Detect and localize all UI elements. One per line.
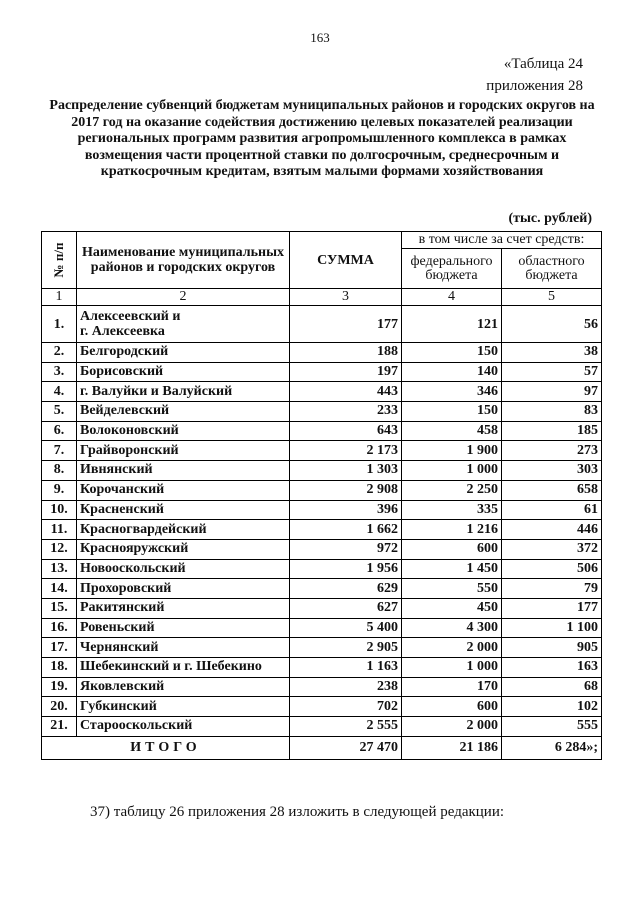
- row-name: Ровеньский: [77, 618, 290, 638]
- row-name: Старооскольский: [77, 717, 290, 737]
- table-row: [42, 559, 602, 579]
- column-number: 3: [290, 289, 402, 306]
- row-regional: 38: [502, 343, 602, 363]
- column-number: 2: [77, 289, 290, 306]
- row-number: 15.: [42, 598, 77, 618]
- subsidy-table: [41, 231, 602, 760]
- total-label: ИТОГО: [42, 736, 290, 759]
- row-regional: 905: [502, 638, 602, 658]
- row-number: 19.: [42, 677, 77, 697]
- header-sum: СУММА: [290, 232, 402, 289]
- header-number: [42, 232, 77, 289]
- row-sum: 1 163: [290, 658, 402, 678]
- row-regional: 79: [502, 579, 602, 599]
- row-federal: 2 000: [402, 717, 502, 737]
- row-sum: 1 662: [290, 520, 402, 540]
- row-name: Белгородский: [77, 343, 290, 363]
- row-regional: 185: [502, 421, 602, 441]
- row-name: Краснояружский: [77, 539, 290, 559]
- row-name: Яковлевский: [77, 677, 290, 697]
- total-federal: 21 186: [402, 736, 502, 759]
- row-regional: 102: [502, 697, 602, 717]
- row-number: 3.: [42, 362, 77, 382]
- row-number: 9.: [42, 480, 77, 500]
- row-sum: 627: [290, 598, 402, 618]
- row-regional: 68: [502, 677, 602, 697]
- table-row: [42, 441, 602, 461]
- row-sum: 643: [290, 421, 402, 441]
- row-federal: 458: [402, 421, 502, 441]
- row-sum: 629: [290, 579, 402, 599]
- row-name-line1: Алексеевский и: [80, 309, 181, 324]
- row-sum: 972: [290, 539, 402, 559]
- row-regional: 303: [502, 461, 602, 481]
- row-number: 11.: [42, 520, 77, 540]
- row-sum: 5 400: [290, 618, 402, 638]
- table-row: [42, 697, 602, 717]
- column-number: 1: [42, 289, 77, 306]
- row-name: г. Валуйки и Валуйский: [77, 382, 290, 402]
- page-number: 163: [310, 30, 330, 45]
- header-including: в том числе за счет средств:: [402, 232, 602, 249]
- row-number: 12.: [42, 539, 77, 559]
- row-sum: 2 908: [290, 480, 402, 500]
- row-number: 4.: [42, 382, 77, 402]
- row-number: 8.: [42, 461, 77, 481]
- row-number: 7.: [42, 441, 77, 461]
- row-number: 21.: [42, 717, 77, 737]
- row-number: 14.: [42, 579, 77, 599]
- row-number: 17.: [42, 638, 77, 658]
- row-federal: 2 000: [402, 638, 502, 658]
- table-caption-line1: «Таблица 24: [503, 56, 583, 72]
- row-name: Ивнянский: [77, 461, 290, 481]
- table-row: [42, 362, 602, 382]
- row-name: Корочанский: [77, 480, 290, 500]
- row-sum: 396: [290, 500, 402, 520]
- table-row: [42, 618, 602, 638]
- row-number: 16.: [42, 618, 77, 638]
- row-number: 18.: [42, 658, 77, 678]
- row-sum: 443: [290, 382, 402, 402]
- table-row: [42, 421, 602, 441]
- row-name: Прохоровский: [77, 579, 290, 599]
- row-name: Ракитянский: [77, 598, 290, 618]
- row-name: Вейделевский: [77, 402, 290, 422]
- table-row: [42, 480, 602, 500]
- row-federal: 1 450: [402, 559, 502, 579]
- document-title: Распределение субвенций бюджетам муниципальных районов и городских округов на 2017 год на оказание содействия достижению целевых показателей реализации региональных программ развития агропромышленного комплекса в рамках возмещения части процентной ставки по долгосрочным, среднесрочным и краткосрочным кредитам, взятым малыми формами хозяйствования: [49, 98, 595, 179]
- row-regional: 97: [502, 382, 602, 402]
- row-federal: 150: [402, 343, 502, 363]
- row-federal: 4 300: [402, 618, 502, 638]
- row-regional: 57: [502, 362, 602, 382]
- row-federal: 121: [402, 306, 502, 343]
- column-number: 5: [502, 289, 602, 306]
- row-regional: 61: [502, 500, 602, 520]
- row-number: 1.: [42, 306, 77, 343]
- row-regional: 56: [502, 306, 602, 343]
- row-federal: 1 216: [402, 520, 502, 540]
- row-federal: 150: [402, 402, 502, 422]
- row-name: Красногвардейский: [77, 520, 290, 540]
- header-number-label: № п/п: [51, 242, 66, 278]
- row-number: 13.: [42, 559, 77, 579]
- row-sum: 188: [290, 343, 402, 363]
- row-regional: 446: [502, 520, 602, 540]
- row-regional: 177: [502, 598, 602, 618]
- table-row: [42, 500, 602, 520]
- row-number: 10.: [42, 500, 77, 520]
- total-sum: 27 470: [290, 736, 402, 759]
- row-federal: 2 250: [402, 480, 502, 500]
- row-regional: 506: [502, 559, 602, 579]
- row-federal: 140: [402, 362, 502, 382]
- row-federal: 600: [402, 539, 502, 559]
- row-sum: 2 905: [290, 638, 402, 658]
- header-federal: федерального бюджета: [402, 249, 502, 289]
- row-regional: 1 100: [502, 618, 602, 638]
- table-row: [42, 579, 602, 599]
- row-name: Шебекинский и г. Шебекино: [77, 658, 290, 678]
- row-sum: 2 555: [290, 717, 402, 737]
- row-federal: 450: [402, 598, 502, 618]
- row-sum: 1 956: [290, 559, 402, 579]
- row-federal: 1 900: [402, 441, 502, 461]
- row-number: 20.: [42, 697, 77, 717]
- row-federal: 346: [402, 382, 502, 402]
- row-sum: 233: [290, 402, 402, 422]
- row-name: Волоконовский: [77, 421, 290, 441]
- row-federal: 550: [402, 579, 502, 599]
- row-regional: 658: [502, 480, 602, 500]
- column-number-row: [42, 289, 602, 306]
- row-name: Чернянский: [77, 638, 290, 658]
- row-regional: 273: [502, 441, 602, 461]
- table-row: [42, 677, 602, 697]
- row-sum: 177: [290, 306, 402, 343]
- footnote-text: 37) таблицу 26 приложения 28 изложить в следующей редакции:: [90, 804, 505, 820]
- row-regional: 83: [502, 402, 602, 422]
- table-row: [42, 382, 602, 402]
- table-row: [42, 717, 602, 737]
- table-row: [42, 598, 602, 618]
- row-name: Новооскольский: [77, 559, 290, 579]
- row-number: 6.: [42, 421, 77, 441]
- row-federal: 1 000: [402, 461, 502, 481]
- column-number: 4: [402, 289, 502, 306]
- table-row: [42, 658, 602, 678]
- header-regional: областного бюджета: [502, 249, 602, 289]
- row-sum: 702: [290, 697, 402, 717]
- row-federal: 600: [402, 697, 502, 717]
- row-name: [77, 306, 290, 343]
- table-body: [42, 306, 602, 737]
- row-federal: 1 000: [402, 658, 502, 678]
- table-row: [42, 520, 602, 540]
- row-name: Грайворонский: [77, 441, 290, 461]
- row-sum: 197: [290, 362, 402, 382]
- row-sum: 1 303: [290, 461, 402, 481]
- table-caption-line2: приложения 28: [486, 78, 583, 94]
- row-sum: 2 173: [290, 441, 402, 461]
- table-row: [42, 402, 602, 422]
- row-regional: 555: [502, 717, 602, 737]
- row-number: 5.: [42, 402, 77, 422]
- row-name: Борисовский: [77, 362, 290, 382]
- table-row: [42, 461, 602, 481]
- row-sum: 238: [290, 677, 402, 697]
- table-row: [42, 638, 602, 658]
- row-federal: 335: [402, 500, 502, 520]
- total-row: [42, 736, 602, 759]
- table-row: [42, 539, 602, 559]
- row-regional: 372: [502, 539, 602, 559]
- row-name: Красненский: [77, 500, 290, 520]
- row-number: 2.: [42, 343, 77, 363]
- header-name: Наименование муниципальных районов и городских округов: [77, 232, 290, 289]
- row-name: Губкинский: [77, 697, 290, 717]
- row-regional: 163: [502, 658, 602, 678]
- total-regional: 6 284»;: [502, 736, 602, 759]
- row-name-line2: г. Алексеевка: [80, 324, 165, 339]
- row-federal: 170: [402, 677, 502, 697]
- table-row: [42, 306, 602, 343]
- table-row: [42, 343, 602, 363]
- units-label: (тыс. рублей): [508, 211, 592, 226]
